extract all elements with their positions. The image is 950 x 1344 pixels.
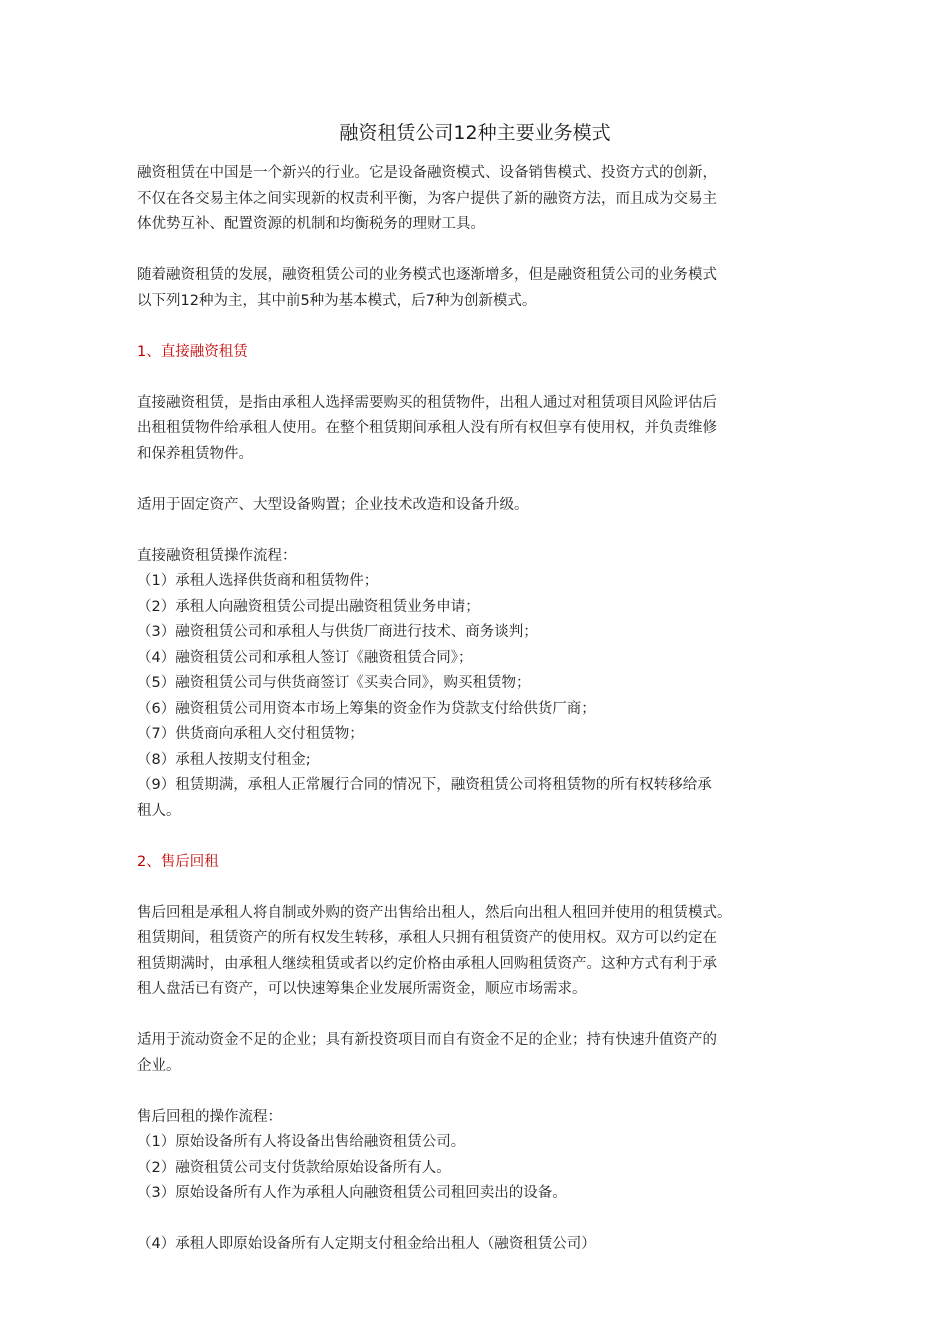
section-1-step: （1）承租人选择供货商和租赁物件； [137, 573, 379, 589]
section-1-step: 租人。 [137, 802, 181, 819]
section-2-step: （1）原始设备所有人将设备出售给融资租赁公司。 [137, 1134, 466, 1150]
section-1-step: （5）融资租赁公司与供货商签订《买卖合同》，购买租赁物； [137, 675, 531, 691]
section-1-step: （2）承租人向融资租赁公司提出融资租赁业务申请； [137, 598, 480, 615]
overview-line: 以下列12种为主，其中前5种为基本模式，后7种为创新模式。 [137, 292, 537, 309]
section-2-step: （4）承租人即原始设备所有人定期支付租金给出租人（融资租赁公司） [137, 1236, 596, 1252]
section-1-process-title: 直接融资租赁操作流程： [137, 547, 297, 564]
section-2-desc-line: 租赁期满时，由承租人继续租赁或者以约定价格由承租人回购租赁资产。这种方式有利于承 [137, 955, 717, 972]
section-1-desc-line: 直接融资租赁，是指由承租人选择需要购买的租赁物件，出租人通过对租赁项目风险评估后 [137, 394, 717, 411]
intro-line: 融资租赁在中国是一个新兴的行业。它是设备融资模式、设备销售模式、投资方式的创新， [137, 165, 717, 181]
section-2-desc-line: 租人盘活已有资产，可以快速筹集企业发展所需资金，顺应市场需求。 [137, 981, 587, 997]
section-1-step: （7）供货商向承租人交付租赁物； [137, 726, 364, 742]
section-2-step: （2）融资租赁公司支付货款给原始设备所有人。 [137, 1159, 451, 1176]
section-1-applicable: 适用于固定资产、大型设备购置；企业技术改造和设备升级。 [137, 496, 529, 513]
section-2-heading: 2、售后回租 [137, 853, 219, 870]
section-1-desc-line: 出租租赁物件给承租人使用。在整个租赁期间承租人没有所有权但享有使用权，并负责维修 [137, 420, 717, 436]
section-1-step: （9）租赁期满，承租人正常履行合同的情况下，融资租赁公司将租赁物的所有权转移给承 [137, 777, 712, 793]
section-1-desc-line: 和保养租赁物件。 [137, 445, 253, 462]
overview-line: 随着融资租赁的发展，融资租赁公司的业务模式也逐渐增多，但是融资租赁公司的业务模式 [137, 267, 717, 283]
intro-line: 不仅在各交易主体之间实现新的权责利平衡，为客户提供了新的融资方法，而且成为交易主 [137, 190, 717, 207]
section-2-desc-line: 租赁期间，租赁资产的所有权发生转移，承租人只拥有租赁资产的使用权。双方可以约定在 [137, 930, 717, 946]
section-1-step: （4）融资租赁公司和承租人签订《融资租赁合同》； [137, 649, 473, 666]
section-1-step: （3）融资租赁公司和承租人与供货厂商进行技术、商务谈判； [137, 624, 538, 640]
section-2-step: （3）原始设备所有人作为承租人向融资租赁公司租回卖出的设备。 [137, 1185, 567, 1201]
section-1-heading: 1、直接融资租赁 [137, 343, 248, 360]
section-2-applicable-line: 适用于流动资金不足的企业；具有新投资项目而自有资金不足的企业；持有快速升值资产的 [137, 1032, 717, 1048]
section-1-step: （6）融资租赁公司用资本市场上筹集的资金作为贷款支付给供货厂商； [137, 700, 596, 717]
document-body [137, 161, 827, 1258]
section-2-process-title: 售后回租的操作流程： [137, 1108, 282, 1125]
section-2-applicable-line: 企业。 [137, 1057, 181, 1074]
section-2-desc-line: 售后回租是承租人将自制或外购的资产出售给出租人，然后向出租人租回并使用的租赁模式。 [137, 904, 732, 921]
intro-line: 体优势互补、配置资源的机制和均衡税务的理财工具。 [137, 216, 485, 232]
document-title: 融资租赁公司12种主要业务模式 [339, 122, 611, 144]
section-1-step: （8）承租人按期支付租金; [137, 751, 311, 768]
